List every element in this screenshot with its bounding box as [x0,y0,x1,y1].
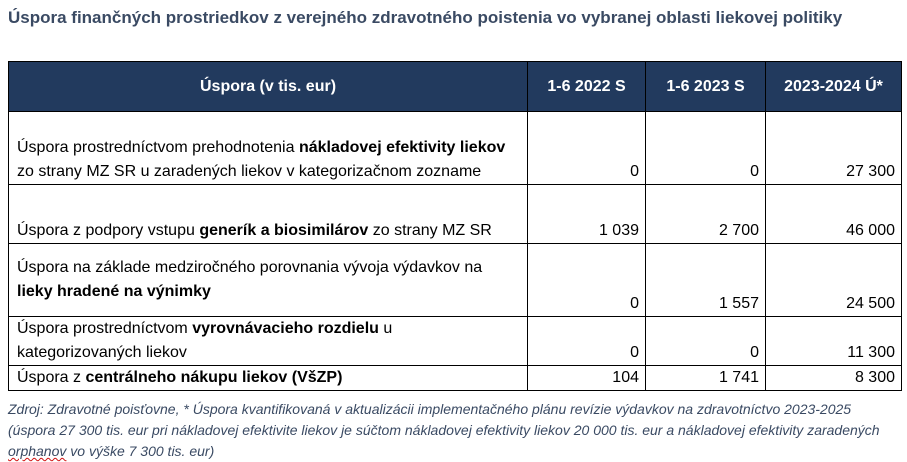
cell-2023-2024: 24 500 [766,244,902,317]
header-savings: Úspora (v tis. eur) [9,62,528,112]
cell-h1-2023: 2 700 [646,185,766,244]
row-label: Úspora prostredníctvom prehodnotenia nákladovej efektivity liekov zo strany MZ SR u zaradených liekov v kategorizačnom zozname [9,112,528,185]
cell-2023-2024: 46 000 [766,185,902,244]
table-row [9,366,902,391]
table-row [9,112,902,185]
savings-table [8,61,902,391]
table-row [9,185,902,244]
cell-h1-2022: 0 [528,244,646,317]
spellcheck-underlined-word: orphanov [8,443,67,459]
row-label: Úspora z podpory vstupu generík a biosimilárov zo strany MZ SR [9,185,528,244]
cell-2023-2024: 11 300 [766,317,902,366]
row-label: Úspora prostredníctvom vyrovnávacieho rozdielu u kategorizovaných liekov [9,317,528,366]
cell-2023-2024: 27 300 [766,112,902,185]
table-row [9,244,902,317]
table-row [9,317,902,366]
cell-h1-2022: 1 039 [528,185,646,244]
row-label: Úspora na základe medziročného porovnania vývoja výdavkov na lieky hradené na výnimky [9,244,528,317]
header-h1-2023: 1-6 2023 S [646,62,766,112]
source-note: Zdroj: Zdravotné poisťovne, * Úspora kvantifikovaná v aktualizácii implementačného plánu revízie výdavkov na zdravotníctvo 2023-2025 (úspora 27 300 tis. eur pri nákladovej efektivite liekov je súčtom nákladovej efektivity liekov 20 000 tis. eur a nákladovej efektivity zaradených orphanov vo výške 7 300 tis. eur) [8,401,880,459]
cell-h1-2023: 0 [646,317,766,366]
header-2023-2024: 2023-2024 Ú* [766,62,902,112]
cell-h1-2023: 1 557 [646,244,766,317]
cell-h1-2023: 1 741 [646,366,766,391]
cell-2023-2024: 8 300 [766,366,902,391]
header-h1-2022: 1-6 2022 S [528,62,646,112]
row-label: Úspora z centrálneho nákupu liekov (VšZP) [9,366,528,391]
header-row [9,62,902,112]
cell-h1-2022: 0 [528,317,646,366]
cell-h1-2023: 0 [646,112,766,185]
cell-h1-2022: 0 [528,112,646,185]
table-title: Úspora finančných prostriedkov z verejného zdravotného poistenia vo vybranej oblasti liekovej politiky [8,8,843,27]
cell-h1-2022: 104 [528,366,646,391]
